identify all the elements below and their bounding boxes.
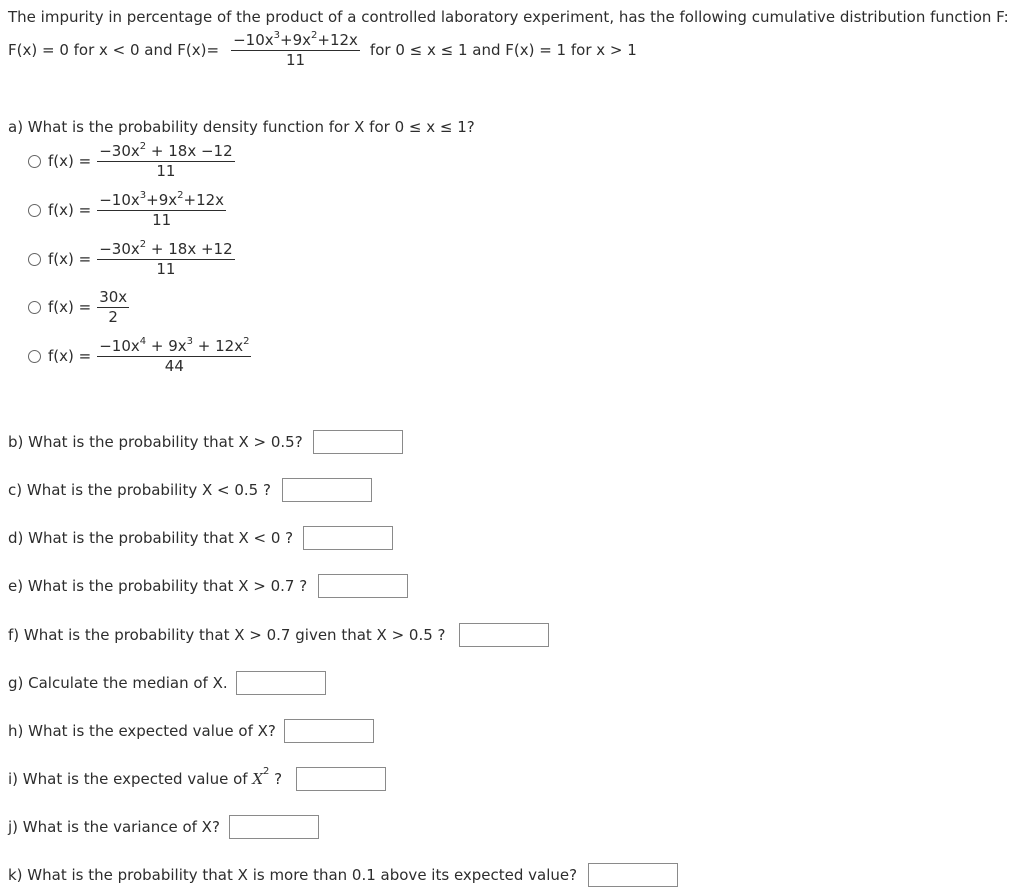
- option-4-fraction: $\frac{30x}{2}$: [99, 288, 128, 326]
- radio-option-3[interactable]: [28, 253, 41, 266]
- option-a1[interactable]: [28, 141, 235, 181]
- question-c-text: c) What is the probability X < 0.5 ?: [8, 481, 271, 499]
- cdf-numerator: $-10x^3+9x^2+12x$: [233, 30, 358, 49]
- option-1-fraction: $\frac{-30x^2 + 18x -12}{11}$: [99, 141, 233, 180]
- option-lhs: f(x) =: [48, 347, 92, 365]
- question-f-text: f) What is the probability that X > 0.7 given that X > 0.5 ?: [8, 626, 446, 644]
- answer-k-input[interactable]: [588, 863, 678, 887]
- radio-option-1[interactable]: [28, 155, 41, 168]
- cdf-fraction: [231, 30, 360, 70]
- option-a4[interactable]: [28, 287, 129, 327]
- answer-g-input[interactable]: [236, 671, 326, 695]
- option-3-fraction: $\frac{-30x^2 + 18x +12}{11}$: [99, 239, 233, 278]
- cdf-prefix: F(x) = 0 for x < 0 and F(x)=: [8, 41, 220, 59]
- question-d-text: d) What is the probability that X < 0 ?: [8, 529, 294, 547]
- option-a2[interactable]: [28, 190, 226, 230]
- answer-d-input[interactable]: [303, 526, 393, 550]
- option-lhs: f(x) =: [48, 201, 92, 219]
- cdf-denominator: 11: [285, 51, 306, 69]
- question-i-text: i) What is the expected value of $X^2$ ?: [8, 766, 283, 788]
- intro-line-1: The impurity in percentage of the product of a controlled laboratory experiment, has the following cumulative distribution function F:: [8, 8, 1009, 26]
- answer-i-input[interactable]: [296, 767, 386, 791]
- question-e-text: e) What is the probability that X > 0.7 ?: [8, 577, 308, 595]
- question-j-text: j) What is the variance of X?: [8, 818, 220, 836]
- question-k-text: k) What is the probability that X is more than 0.1 above its expected value?: [8, 866, 578, 884]
- answer-h-input[interactable]: [284, 719, 374, 743]
- question-g-text: g) Calculate the median of X.: [8, 674, 228, 692]
- question-b-text: b) What is the probability that X > 0.5?: [8, 433, 303, 451]
- radio-option-4[interactable]: [28, 301, 41, 314]
- answer-j-input[interactable]: [229, 815, 319, 839]
- answer-e-input[interactable]: [318, 574, 408, 598]
- cdf-definition: [8, 30, 637, 70]
- option-5-fraction: $\frac{-10x^4 + 9x^3 + 12x^2}{44}$: [99, 336, 250, 375]
- cdf-suffix: for 0 ≤ x ≤ 1 and F(x) = 1 for x > 1: [369, 41, 637, 59]
- radio-option-2[interactable]: [28, 204, 41, 217]
- answer-c-input[interactable]: [282, 478, 372, 502]
- option-lhs: f(x) =: [48, 152, 92, 170]
- answer-b-input[interactable]: [313, 430, 403, 454]
- option-lhs: f(x) =: [48, 298, 92, 316]
- option-2-fraction: $\frac{-10x^3+9x^2+12x}{11}$: [99, 190, 225, 229]
- option-lhs: f(x) =: [48, 250, 92, 268]
- answer-f-input[interactable]: [459, 623, 549, 647]
- radio-option-5[interactable]: [28, 350, 41, 363]
- question-h-text: h) What is the expected value of X?: [8, 722, 276, 740]
- option-a5[interactable]: [28, 336, 251, 376]
- option-a3[interactable]: [28, 239, 235, 279]
- question-a-prompt: a) What is the probability density function for X for 0 ≤ x ≤ 1?: [8, 118, 475, 136]
